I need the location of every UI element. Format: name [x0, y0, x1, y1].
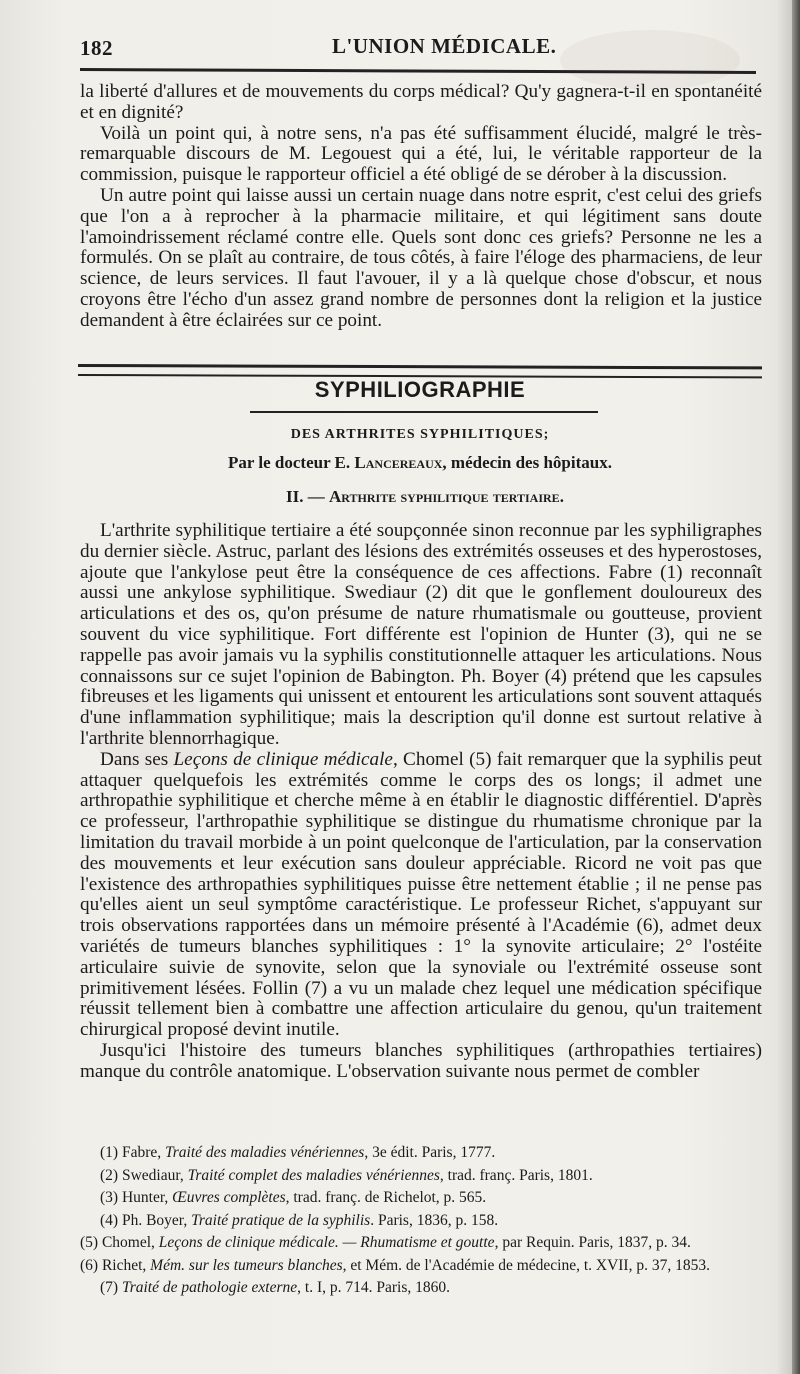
main-text-block	[80, 521, 762, 1083]
section-title: SYPHILIOGRAPHIE	[314, 377, 526, 402]
page-header	[80, 30, 760, 64]
footnote	[80, 1255, 780, 1278]
footnote-number: (1)	[100, 1144, 119, 1161]
paragraph: Jusqu'ici l'histoire des tumeurs blanches syphilitiques (arthropathies tertiaires) manque du contrôle anatomique. L'observation suivante nous permet de combler	[80, 1039, 762, 1082]
footnote-author: Ph. Boyer,	[121, 1211, 192, 1229]
footnote-title: Mém. sur les tumeurs blanches	[150, 1256, 343, 1274]
top-text-block	[80, 82, 762, 332]
footnote-number: (3)	[100, 1189, 119, 1206]
footnote-title: Traité pratique de la syphilis	[191, 1211, 371, 1229]
article-title: DES ARTHRITES SYPHILITIQUES;	[290, 427, 550, 442]
footnote-details: , trad. franç. de Richelot, p. 565.	[285, 1189, 487, 1206]
paragraph: Voilà un point qui, à notre sens, n'a pas été suffisamment élucidé, malgré le très-remarquable discours de M. Legouest qui a été, lui, le véritable rapporteur de la commission, puisque le rapporteur officiel a été obligé de se dérober à la discussion.	[80, 122, 762, 186]
footnote-number: (4)	[100, 1211, 119, 1229]
paragraph: la liberté d'allures et de mouvements du corps médical? Qu'y gagnera-t-il en spontanéité et en dignité?	[80, 81, 762, 123]
text-segment: , Chomel (5) fait remarquer que la syphilis peut attaquer quelquefois les extrémités comme le corps des os longs; il admet une arthropathie syphilitique et cherche même à en établir le diagnostic différentiel. D'après ce professeur, l'arthropathie syphilitique se distingue du rhumatisme chronique par la limitation du travail morbide à un point quelconque de l'articulation, par la conservation des mouvements et leur exécution sans douleur appréciable. Ricord ne voit pas que l'existence des arthropathies syphilitiques puisse être nettement établie ; il ne pense pas qu'elles aient un seul symptôme caractéristique. Le professeur Richet, s'appuyant sur trois observations rapportées dans un mémoire présenté à l'Académie (6), admet deux variétés de tumeurs blanches syphilitiques : 1° la synovite articulaire; 2° l'ostéite articulaire suivie de synovite, selon que la synoviale ou l'extrémité osseuse sont primitivement lésées. Follin (7) a vu un malade chez lequel une médication spécifique réussit tellement bien à combattre une affection articulaire du genou, qu'un traitement chirurgical proposé devint inutile.	[80, 748, 763, 1041]
footnote-author: Richet,	[101, 1256, 151, 1274]
footnote-details: , trad. franç. Paris, 1801.	[439, 1166, 593, 1184]
footnote-title: Œuvres complètes	[172, 1189, 286, 1206]
book-spine-shadow	[792, 0, 800, 1374]
page-number: 182	[80, 36, 113, 60]
footnote-title: Leçons de clinique médicale. — Rhumatisme et goutte	[158, 1234, 495, 1251]
footnote	[100, 1187, 780, 1210]
footnote-number: (5)	[80, 1234, 99, 1251]
footnote-author: Chomel,	[101, 1234, 159, 1251]
footnote-details: , et Mém. de l'Académie de médecine, t. XVII, p. 37, 1853.	[342, 1256, 710, 1274]
text-segment: Dans ses	[100, 748, 174, 770]
part-number: II. —	[286, 487, 330, 506]
footnote-author: Swediaur,	[121, 1166, 188, 1184]
footnote-number: (7)	[100, 1279, 119, 1296]
footnote	[100, 1210, 780, 1233]
paragraph: L'arthrite syphilitique tertiaire a été soupçonnée sinon reconnue par les syphiligraphes du dernier siècle. Astruc, parlant des lésions des extrémités osseuses et des hyperostoses, ajoute que l'ankylose peut être la conséquence de ces affections. Fabre (1) reconnaît aussi une ankylose syphilitique. Swediaur (2) dit que le gonflement douloureux des articulations et des os, qu'on présume de nature rhumatismale ou goutteuse, provient souvent du vice syphilitique. Fort différente est l'opinion de Hunter (3), qui ne se rappelle pas avoir jamais vu la syphilis constitutionnelle attaquer les articulations. Nous connaissons sur ce sujet l'opinion de Babington. Ph. Boyer (4) prétend que les capsules fibreuses et les ligaments qui unissent et entourent les articulations sont souvent attaqués d'une inflammation syphilitique; mais la description qu'il donne est surtout relative à l'arthrite blennorrhagique.	[80, 520, 762, 749]
part-title: Arthrite syphilitique tertiaire.	[329, 487, 564, 506]
footnote-details: , 3e édit. Paris, 1777.	[364, 1144, 496, 1161]
footnote-author: Fabre,	[121, 1144, 165, 1161]
footnote-number: (2)	[100, 1166, 119, 1184]
title-rule	[250, 411, 598, 413]
footnote	[100, 1277, 780, 1300]
author-name: Lancereaux	[354, 453, 443, 472]
part-heading	[0, 487, 800, 507]
footnote-details: . Paris, 1836, p. 158.	[370, 1211, 499, 1229]
paragraph	[80, 750, 762, 1041]
footnote-title: Traité de pathologie externe	[121, 1279, 298, 1296]
footnote-details: , t. I, p. 714. Paris, 1860.	[297, 1279, 450, 1296]
footnote	[100, 1142, 780, 1165]
footnote	[100, 1165, 780, 1188]
paragraph: Un autre point qui laisse aussi un certain nuage dans notre esprit, c'est celui des griefs que l'on a à reprocher à la pharmacie militaire, et qui légitiment sans doute l'amoindrissement réclamé contre elle. Quels sont donc ces griefs? Personne ne les a formulés. On se plaît au contraire, de tous côtés, à faire l'éloge des pharmaciens, de leur science, de leurs services. Il faut l'avouer, il y a là quelque chose d'obscur, et nous croyons être l'écho d'un assez grand nombre de personnes dont la religion et la justice demandent à être éclairées sur ce point.	[80, 184, 762, 331]
footnote-title: Traité complet des maladies vénériennes	[187, 1166, 440, 1184]
italic-title: Leçons de clinique médicale	[173, 748, 393, 770]
footnotes	[80, 1142, 780, 1300]
author-prefix: Par le docteur E.	[228, 453, 355, 472]
footnote-title: Traité des maladies vénériennes	[165, 1144, 365, 1161]
author-line	[0, 453, 800, 473]
footnote-details: , par Requin. Paris, 1837, p. 34.	[494, 1234, 691, 1251]
running-head: L'UNION MÉDICALE.	[332, 34, 557, 58]
footnote	[80, 1232, 780, 1255]
footnote-author: Hunter,	[121, 1189, 173, 1206]
author-suffix: , médecin des hôpitaux.	[442, 453, 612, 472]
footnote-number: (6)	[80, 1256, 99, 1274]
